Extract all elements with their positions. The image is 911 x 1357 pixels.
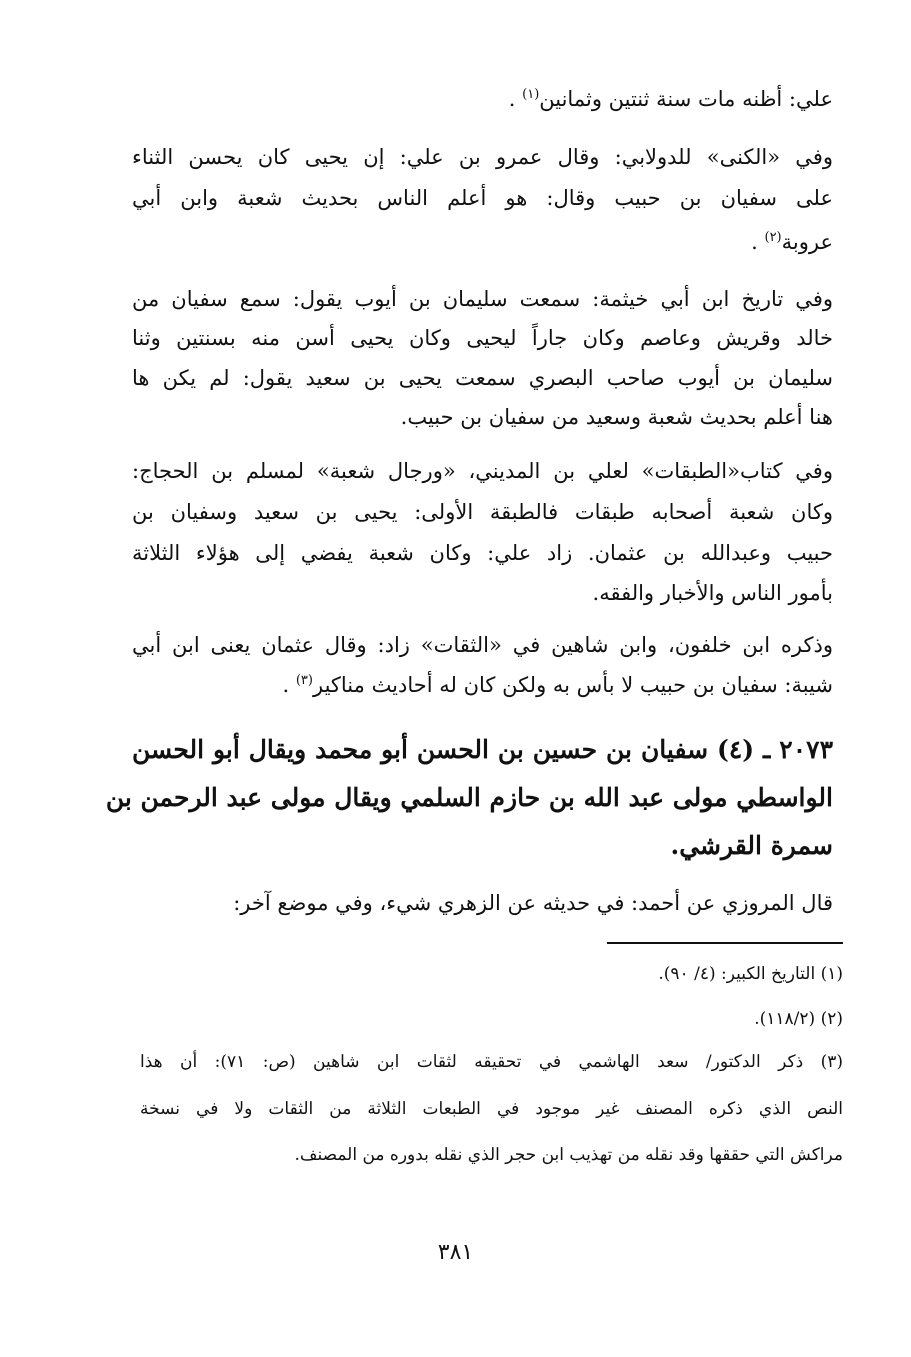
body-line: وكان شعبة أصحابه طبقات فالطبقة الأولى: يحيى بن سعيد وسفيان بن [132, 500, 833, 524]
body-line: وفي «الكنى» للدولابي: وقال عمرو بن علي: إن يحيى كان يحسن الثناء [132, 145, 833, 169]
footnote-separator [607, 942, 843, 944]
body-line: بأمور الناس والأخبار والفقه. [592, 581, 833, 605]
body-line: قال المروزي عن أحمد: في حديثه عن الزهري شيء، وفي موضع آخر: [233, 891, 833, 915]
body-line: وفي كتاب«الطبقات» لعلي بن المديني، «ورجال شعبة» لمسلم بن الحجاج: [132, 459, 833, 483]
body-line: علي: أظنه مات سنة ثنتين وثمانين$^{(١)}$ . [508, 87, 833, 111]
body-line: حبيب وعبدالله بن عثمان. زاد علي: وكان شعبة يفضي إلى هؤلاء الثلاثة [132, 541, 833, 565]
body-line: عروبة$^{(٢)}$ . [751, 230, 833, 254]
footnote: مراكش التي حققها وقد نقله من تهذيب ابن حجر الذي نقله بدوره من المصنف. [294, 1145, 843, 1165]
body-line: وذكره ابن خلفون، وابن شاهين في «الثقات» زاد: وقال عثمان يعنى ابن أبي [132, 633, 833, 657]
body-line: شيبة: سفيان بن حبيب لا بأس به ولكن كان له أحاديث مناكير$^{(٣)}$ . [282, 673, 833, 697]
footnote: (٣) ذكر الدكتور/ سعد الهاشمي في تحقيقه لثقات ابن شاهين (ص: ٧١): أن هذا [140, 1052, 843, 1072]
footnote: النص الذي ذكره المصنف غير موجود في الطبعات الثلاثة من الثقات ولا في نسخة [140, 1099, 843, 1119]
body-line: على سفيان بن حبيب وقال: هو أعلم الناس بحديث شعبة وابن أبي [132, 186, 833, 210]
footnote-ref: (٣) [295, 673, 313, 688]
body-line: وفي تاريخ ابن أبي خيثمة: سمعت سليمان بن أيوب يقول: سمع سفيان من [132, 287, 833, 311]
entry-heading: ٢٠٧٣ ـ (٤) سفيان بن حسين بن الحسن أبو محمد ويقال أبو الحسن [132, 735, 833, 764]
body-line: هنا أعلم بحديث شعبة وسعيد من سفيان بن حبيب. [400, 405, 833, 429]
entry-heading: سمرة القرشي. [670, 831, 833, 860]
body-line: خالد وقريش وعاصم وكان جاراً ليحيى وكان يحيى أسن منه بسنتين وثنا [132, 326, 833, 350]
page-number: ٣٨١ [437, 1240, 474, 1265]
footnote-ref: (٢) [764, 230, 782, 245]
footnote-ref: (١) [522, 87, 540, 102]
body-line: سليمان بن أيوب صاحب البصري سمعت يحيى بن سعيد يقول: لم يكن ها [132, 366, 833, 390]
entry-heading: الواسطي مولى عبد الله بن حازم السلمي ويقال مولى عبد الرحمن بن [105, 783, 833, 812]
footnote: (١) التاريخ الكبير: (٤/ ٩٠). [658, 964, 843, 984]
footnote: (٢) (١١٨/٢). [754, 1009, 843, 1029]
